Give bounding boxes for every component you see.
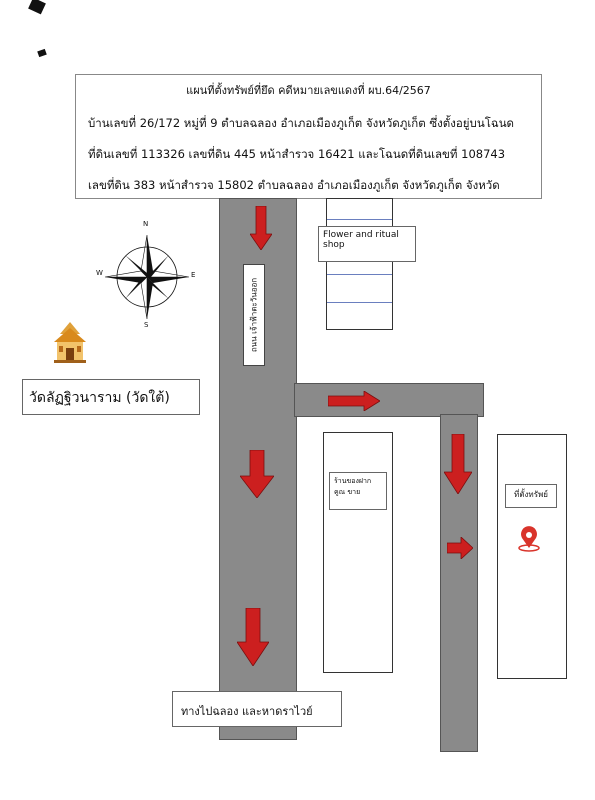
location-pin-icon	[516, 526, 542, 552]
compass-rose	[95, 222, 200, 332]
scan-mark	[37, 49, 47, 57]
map-title: แผนที่ตั้งทรัพย์ที่ยึด คดีหมายเลขแดงที่ ผบ.64/2567	[186, 84, 431, 97]
flower-shop-building	[326, 198, 393, 330]
arrow-right-icon	[328, 391, 380, 411]
road-name-text: ถนน เจ้าฟ้าตะวันออก	[249, 277, 259, 353]
arrow-down-icon	[237, 608, 269, 666]
property-building	[497, 434, 567, 679]
header-line-3: เลขที่ดิน 383 หน้าสำรวจ 15802 ตำบลฉลอง อำเภอเมืองภูเก็ต จังหวัดภูเก็ต จังหวัด	[88, 178, 500, 192]
header-line-1: บ้านเลขที่ 26/172 หมู่ที่ 9 ตำบลฉลอง อำเภอเมืองภูเก็ต จังหวัดภูเก็ต ซึ่งตั้งอยู่บนโฉนด	[88, 116, 515, 130]
flower-shop-label: Flower and ritual shop	[318, 226, 416, 262]
direction-label: ทางไปฉลอง และหาดราไวย์	[172, 691, 342, 727]
arrow-down-icon	[240, 450, 274, 498]
connector-road	[294, 383, 484, 417]
header-line-2: ที่ดินเลขที่ 113326 เลขที่ดิน 445 หน้าสำรวจ 16421 และโฉนดที่ดินเลขที่ 108743	[88, 147, 506, 161]
compass-e-label: E	[191, 271, 196, 279]
shop-building	[323, 432, 393, 673]
shop-label: ร้านของฝากคูณ ขาย	[329, 472, 387, 510]
compass-w-label: W	[96, 269, 103, 277]
compass-star-icon	[95, 222, 200, 332]
arrow-down-icon	[250, 206, 272, 250]
property-label: ที่ตั้งทรัพย์	[505, 484, 557, 508]
scan-mark	[28, 0, 46, 14]
arrow-down-icon	[444, 434, 472, 494]
compass-s-label: S	[144, 321, 149, 329]
header-box	[75, 74, 542, 199]
temple-icon	[52, 322, 88, 364]
temple-label: วัดลัฏฐิวนาราม (วัดใต้)	[22, 379, 200, 415]
road-name-label	[243, 264, 265, 366]
compass-n-label: N	[143, 220, 149, 228]
arrow-right-icon	[447, 537, 473, 559]
